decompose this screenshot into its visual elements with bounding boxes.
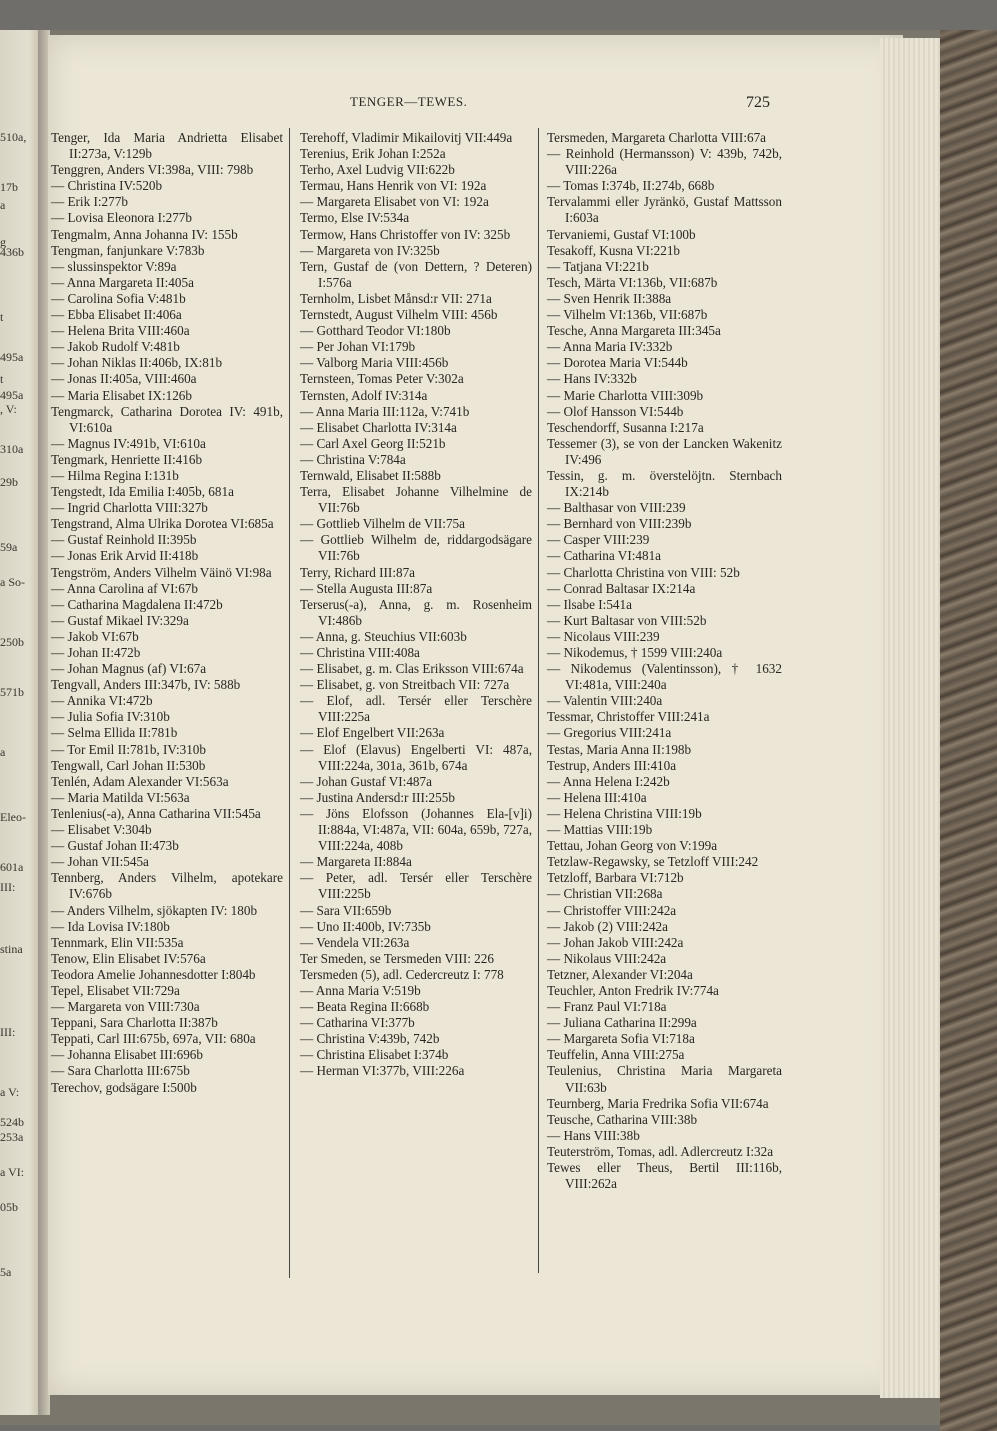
index-entry: — Christina V:784a	[300, 451, 406, 467]
index-entry: Termow, Hans Christoffer von IV: 325b	[300, 226, 511, 242]
index-entry: — Johanna Elisabet III:696b	[51, 1047, 203, 1063]
index-entry: Tersmeden, Margareta Charlotta VIII:67a	[547, 130, 767, 145]
index-entry: Teuffelin, Anna VIII:275a	[547, 1047, 685, 1063]
index-entry: — Helena Brita VIII:460a	[51, 323, 190, 339]
index-entry: — Charlotta Christina von VIII: 52b	[547, 564, 740, 580]
index-entry: Teusche, Catharina VIII:38b	[547, 1111, 698, 1127]
index-entry: — slussinspektor V:89a	[51, 258, 177, 274]
previous-page-text-fragment: 495a	[0, 350, 24, 364]
previous-page-text-fragment: a VI:	[0, 1165, 25, 1179]
index-entry: Tessemer (3), se von der Lancken Wakenitz IV:496	[547, 435, 782, 467]
index-entry: — Helena III:410a	[547, 789, 647, 805]
index-entry: Tervalammi eller Jyränkö, Gustaf Mattsson I:603a	[547, 194, 782, 226]
index-entry: Tengstedt, Ida Emilia I:405b, 681a	[51, 484, 234, 500]
index-entry: — Gustaf Mikael IV:329a	[51, 612, 189, 628]
index-entry: — Peter, adl. Tersér eller Terschère VIII:225b	[300, 870, 532, 902]
index-entry: Tengman, fanjunkare V:783b	[51, 242, 205, 258]
index-entry: — Casper VIII:239	[547, 532, 650, 548]
index-entry: — Vilhelm VI:136b, VII:687b	[547, 307, 708, 323]
index-entry: — Per Johan VI:179b	[300, 339, 416, 355]
previous-page-text-fragment: t	[0, 310, 4, 324]
index-entry: — Helena Christina VIII:19b	[547, 805, 702, 821]
index-entry: — Selma Ellida II:781b	[51, 725, 178, 741]
index-entry: — Christina VIII:408a	[300, 645, 420, 660]
previous-page-text-fragment: 571b	[0, 685, 24, 699]
index-entry: — Stella Augusta III:87a	[300, 580, 433, 596]
index-entry: — Sven Henrik II:388a	[547, 290, 672, 306]
running-head: TENGER—TEWES.	[350, 94, 468, 109]
index-entry: — Reinhold (Hermansson) V: 439b, 742b, VIII:226a	[547, 146, 782, 178]
index-entry: — Uno II:400b, IV:735b	[300, 918, 431, 934]
index-entry: — Ilsabe I:541a	[547, 596, 632, 612]
index-entry: Terehoff, Vladimir Mikailovitj VII:449a	[300, 130, 513, 145]
index-entry: — Christina Elisabet I:374b	[300, 1047, 449, 1063]
index-entry: — Hilma Regina I:131b	[51, 467, 179, 483]
index-entry: — Tor Emil II:781b, IV:310b	[51, 741, 206, 757]
index-entry: — Ingrid Charlotta VIII:327b	[51, 500, 208, 516]
index-entry: — Carolina Sofia V:481b	[51, 290, 186, 306]
index-entry: Tenow, Elin Elisabet IV:576a	[51, 950, 206, 966]
index-entry: — Anna Maria V:519b	[300, 982, 421, 998]
index-entry: — Jakob Rudolf V:481b	[51, 339, 180, 355]
index-entry: — Margareta von VIII:730a	[51, 999, 200, 1015]
index-entry: Teuterström, Tomas, adl. Adlercreutz I:32a	[547, 1143, 774, 1159]
index-entry: — Bernhard von VIII:239b	[547, 516, 692, 532]
index-entry: — Lovisa Eleonora I:277b	[51, 210, 192, 226]
index-entry: Tewes eller Theus, Bertil III:116b, VIII:262a	[547, 1160, 782, 1192]
index-entry: — Jonas II:405a, VIII:460a	[51, 371, 197, 387]
index-entry: — Valentin VIII:240a	[547, 693, 663, 709]
index-entry: — Catharina Magdalena II:472b	[51, 596, 223, 612]
index-column-3	[547, 130, 782, 1192]
previous-page-text-fragment: 436b	[0, 245, 24, 259]
index-entry: — Anna Margareta II:405a	[51, 274, 194, 290]
index-entry: Ternsten, Adolf IV:314a	[300, 387, 428, 403]
index-entry: — Carl Axel Georg II:521b	[300, 435, 446, 451]
previous-page-text-fragment: III:	[0, 880, 16, 894]
previous-page-text-fragment: 601a	[0, 860, 24, 874]
index-entry: — Sara VII:659b	[300, 902, 392, 918]
index-entry: Tervaniemi, Gustaf VI:100b	[547, 226, 696, 242]
index-column-1	[51, 130, 283, 1096]
previous-page-text-fragment: a So-	[0, 575, 25, 589]
index-entry: Tengwall, Carl Johan II:530b	[51, 757, 206, 773]
index-entry: — Nicolaus VIII:239	[547, 628, 660, 644]
index-entry: Tessmar, Christoffer VIII:241a	[547, 709, 710, 725]
index-entry: — Johan Gustaf VI:487a	[300, 773, 432, 789]
index-entry: — Balthasar von VIII:239	[547, 500, 686, 516]
index-entry: — Franz Paul VI:718a	[547, 999, 667, 1015]
index-entry: — Anna, g. Steuchius VII:603b	[300, 628, 467, 644]
index-entry: — Maria Elisabet IX:126b	[51, 387, 192, 403]
index-entry: — Jakob VI:67b	[51, 628, 139, 644]
index-entry: — Beata Regina II:668b	[300, 999, 430, 1015]
index-entry: — Johan Jakob VIII:242a	[547, 934, 684, 950]
index-entry: — Catharina VI:377b	[300, 1015, 415, 1031]
index-entry: — Elof (Elavus) Engelberti VI: 487a, VIII:224a, 301a, 361b, 674a	[300, 741, 532, 773]
index-entry: — Margareta II:884a	[300, 854, 412, 870]
index-entry: — Erik I:277b	[51, 194, 128, 210]
index-entry: Tersmeden (5), adl. Cedercreutz I: 778	[300, 966, 504, 982]
index-entry: — Magnus IV:491b, VI:610a	[51, 435, 206, 451]
previous-page-text-fragment: a V:	[0, 1085, 20, 1099]
index-entry: Tepel, Elisabet VII:729a	[51, 982, 180, 998]
index-entry: — Christina V:439b, 742b	[300, 1031, 440, 1047]
index-entry: — Vendela VII:263a	[300, 934, 410, 950]
index-entry: Terry, Richard III:87a	[300, 564, 416, 580]
index-entry: — Anna Maria III:112a, V:741b	[300, 403, 470, 419]
index-entry: — Maria Matilda VI:563a	[51, 789, 190, 805]
index-entry: Tennberg, Anders Vilhelm, apotekare IV:676b	[51, 870, 283, 902]
page-edges	[880, 38, 940, 1398]
index-entry: — Margareta von IV:325b	[300, 242, 440, 258]
index-entry: Ternsteen, Tomas Peter V:302a	[300, 371, 464, 387]
index-entry: — Anders Vilhelm, sjökapten IV: 180b	[51, 902, 258, 918]
previous-page-text-fragment: 59a	[0, 540, 18, 554]
index-entry: — Gottlieb Vilhelm de VII:75a	[300, 516, 466, 532]
index-entry: Terechov, godsägare I:500b	[51, 1079, 197, 1095]
previous-page-text-fragment: stina	[0, 942, 23, 956]
index-column-2	[300, 130, 532, 1080]
index-entry: — Elisabet, g. von Streitbach VII: 727a	[300, 677, 510, 693]
index-entry: — Hans IV:332b	[547, 371, 637, 387]
index-entry: — Kurt Baltasar von VIII:52b	[547, 612, 707, 628]
previous-page-text-fragment: Eleo-	[0, 810, 26, 824]
index-entry: — Dorotea Maria VI:544b	[547, 355, 688, 371]
index-entry: Tengvall, Anders III:347b, IV: 588b	[51, 677, 241, 693]
index-entry: — Elisabet Charlotta IV:314a	[300, 419, 457, 435]
index-entry: — Gustaf Johan II:473b	[51, 838, 179, 854]
index-entry: Teurnberg, Maria Fredrika Sofia VII:674a	[547, 1095, 769, 1111]
index-entry: — Ida Lovisa IV:180b	[51, 918, 170, 934]
previous-page-text-fragment: 495a	[0, 388, 24, 402]
index-entry: — Christoffer VIII:242a	[547, 902, 677, 918]
index-entry: — Justina Andersd:r III:255b	[300, 789, 455, 805]
index-entry: Tesche, Anna Margareta III:345a	[547, 323, 721, 339]
previous-page-text-fragment: 5a	[0, 1265, 12, 1279]
column-rule	[538, 128, 539, 1273]
index-entry: — Jakob (2) VIII:242a	[547, 918, 668, 934]
previous-page-text-fragment: III:	[0, 1025, 16, 1039]
index-entry: — Johan VII:545a	[51, 854, 149, 870]
previous-page-text-fragment: 29b	[0, 475, 18, 489]
index-entry: Terenius, Erik Johan I:252a	[300, 146, 446, 162]
index-entry: Tennmark, Elin VII:535a	[51, 934, 184, 950]
index-entry: Ter Smeden, se Tersmeden VIII: 226	[300, 950, 494, 966]
previous-page-text-fragment: a	[0, 745, 6, 759]
index-entry: Tengmalm, Anna Johanna IV: 155b	[51, 226, 238, 242]
previous-page-text-fragment: , V:	[0, 402, 17, 416]
index-entry: — Annika VI:472b	[51, 693, 153, 709]
index-entry: — Nikolaus VIII:242a	[547, 950, 667, 966]
index-entry: Teulenius, Christina Maria Margareta VII:63b	[547, 1063, 782, 1095]
index-entry: — Margareta Sofia VI:718a	[547, 1031, 695, 1047]
index-entry: — Anna Maria IV:332b	[547, 339, 673, 355]
index-entry: Termau, Hans Henrik von VI: 192a	[300, 178, 487, 194]
index-entry: Ternholm, Lisbet Månsd:r VII: 271a	[300, 290, 492, 306]
index-entry: Tettau, Johan Georg von V:199a	[547, 838, 718, 854]
index-entry: — Gottlieb Wilhelm de, riddargodsägare VII:76b	[300, 532, 532, 564]
previous-page-edge	[0, 30, 40, 1415]
index-entry: Ternwald, Elisabet II:588b	[300, 467, 441, 483]
index-entry: — Tatjana VI:221b	[547, 258, 649, 274]
index-entry: Tengström, Anders Vilhelm Väinö VI:98a	[51, 564, 272, 580]
index-entry: — Valborg Maria VIII:456b	[300, 355, 449, 371]
index-entry: — Anna Helena I:242b	[547, 773, 670, 789]
index-entry: Tetzloff, Barbara VI:712b	[547, 870, 684, 886]
index-entry: Teschendorff, Susanna I:217a	[547, 419, 704, 435]
index-entry: Tengstrand, Alma Ulrika Dorotea VI:685a	[51, 516, 274, 532]
index-entry: — Hans VIII:38b	[547, 1127, 640, 1143]
previous-page-text-fragment: t	[0, 372, 4, 386]
index-entry: Tenlenius(-a), Anna Catharina VII:545a	[51, 805, 261, 821]
index-entry: Ternstedt, August Vilhelm VIII: 456b	[300, 307, 498, 323]
index-entry: Teppani, Sara Charlotta II:387b	[51, 1015, 218, 1031]
index-entry: Tesch, Märta VI:136b, VII:687b	[547, 274, 718, 290]
index-entry: Tesakoff, Kusna VI:221b	[547, 242, 681, 258]
index-entry: — Jonas Erik Arvid II:418b	[51, 548, 199, 564]
index-entry: Termo, Else IV:534a	[300, 210, 410, 226]
index-entry: — Elisabet V:304b	[51, 822, 152, 838]
index-entry: — Margareta Elisabet von VI: 192a	[300, 194, 489, 210]
index-entry: — Tomas I:374b, II:274b, 668b	[547, 178, 715, 194]
index-entry: — Nikodemus, † 1599 VIII:240a	[547, 645, 723, 660]
index-entry: — Marie Charlotta VIII:309b	[547, 387, 704, 403]
index-entry: — Gregorius VIII:241a	[547, 725, 672, 741]
index-entry: — Elisabet, g. m. Clas Eriksson VIII:674a	[300, 661, 524, 677]
index-entry: — Conrad Baltasar IX:214a	[547, 580, 696, 596]
marbled-binding	[940, 30, 997, 1431]
index-entry: — Jöns Elofsson (Johannes Ela-[v]i) II:884a, VI:487a, VII: 604a, 659b, 727a, VIII:224a, 408b	[300, 805, 532, 854]
previous-page-text-fragment: 253a	[0, 1130, 24, 1144]
index-entry: — Herman VI:377b, VIII:226a	[300, 1063, 465, 1079]
index-entry: — Olof Hansson VI:544b	[547, 403, 684, 419]
index-entry: Tengmark, Henriette II:416b	[51, 451, 203, 467]
index-entry: — Catharina VI:481a	[547, 548, 662, 564]
index-entry: Tetzlaw-Regawsky, se Tetzloff VIII:242	[547, 854, 759, 870]
column-rule	[289, 128, 290, 1278]
index-entry: Tengmarck, Catharina Dorotea IV: 491b, VI:610a	[51, 403, 283, 435]
index-entry: — Christian VII:268a	[547, 886, 663, 902]
index-entry: Tenggren, Anders VI:398a, VIII: 798b	[51, 162, 254, 178]
previous-page-text-fragment: g	[0, 235, 6, 249]
index-entry: — Johan Niklas II:406b, IX:81b	[51, 355, 223, 371]
index-entry: — Anna Carolina af VI:67b	[51, 580, 198, 596]
index-entry: Teodora Amelie Johannesdotter I:804b	[51, 966, 256, 982]
index-entry: — Ebba Elisabet II:406a	[51, 307, 182, 323]
previous-page-text-fragment: 510a,	[0, 130, 27, 144]
index-entry: — Gotthard Teodor VI:180b	[300, 323, 451, 339]
previous-page-text-fragment: 310a	[0, 442, 24, 456]
index-entry: — Elof Engelbert VII:263a	[300, 725, 445, 741]
index-entry: — Christina IV:520b	[51, 178, 163, 194]
index-entry: Testrup, Anders III:410a	[547, 757, 677, 773]
index-entry: — Elof, adl. Tersér eller Terschère VIII:225a	[300, 693, 532, 725]
previous-page-text-fragment: 05b	[0, 1200, 18, 1214]
index-entry: Tenger, Ida Maria Andrietta Elisabet II:273a, V:129b	[51, 130, 283, 162]
index-entry: Teppati, Carl III:675b, 697a, VII: 680a	[51, 1031, 256, 1047]
index-entry: Tetzner, Alexander VI:204a	[547, 966, 693, 982]
previous-page-text-fragment: 524b	[0, 1115, 24, 1129]
index-entry: — Mattias VIII:19b	[547, 822, 653, 838]
index-entry: — Julia Sofia IV:310b	[51, 709, 170, 725]
index-entry: Tessin, g. m. överstelöjtn. Sternbach IX:214b	[547, 467, 782, 500]
index-entry: — Nikodemus (Valentinsson), † 1632 VI:481a, VIII:240a	[547, 661, 782, 693]
index-entry: — Johan Magnus (af) VI:67a	[51, 661, 207, 677]
previous-page-text-fragment: 250b	[0, 635, 24, 649]
previous-page-text-fragment: a	[0, 198, 6, 212]
index-entry: Terserus(-a), Anna, g. m. Rosenheim VI:486b	[300, 596, 532, 628]
index-entry: — Johan II:472b	[51, 645, 141, 660]
index-entry: Testas, Maria Anna II:198b	[547, 741, 692, 757]
index-entry: Terra, Elisabet Johanne Vilhelmine de VII:76b	[300, 484, 532, 516]
index-entry: — Sara Charlotta III:675b	[51, 1063, 190, 1079]
index-entry: Tenlén, Adam Alexander VI:563a	[51, 773, 229, 789]
index-entry: Terho, Axel Ludvig VII:622b	[300, 162, 455, 178]
previous-page-text-fragment: 17b	[0, 180, 18, 194]
index-entry: — Juliana Catharina II:299a	[547, 1015, 697, 1031]
page-number: 725	[746, 94, 770, 111]
index-entry: Tern, Gustaf de (von Dettern, ? Deteren) I:576a	[300, 258, 532, 290]
index-entry: — Gustaf Reinhold II:395b	[51, 532, 197, 548]
index-entry: Teuchler, Anton Fredrik IV:774a	[547, 982, 719, 998]
